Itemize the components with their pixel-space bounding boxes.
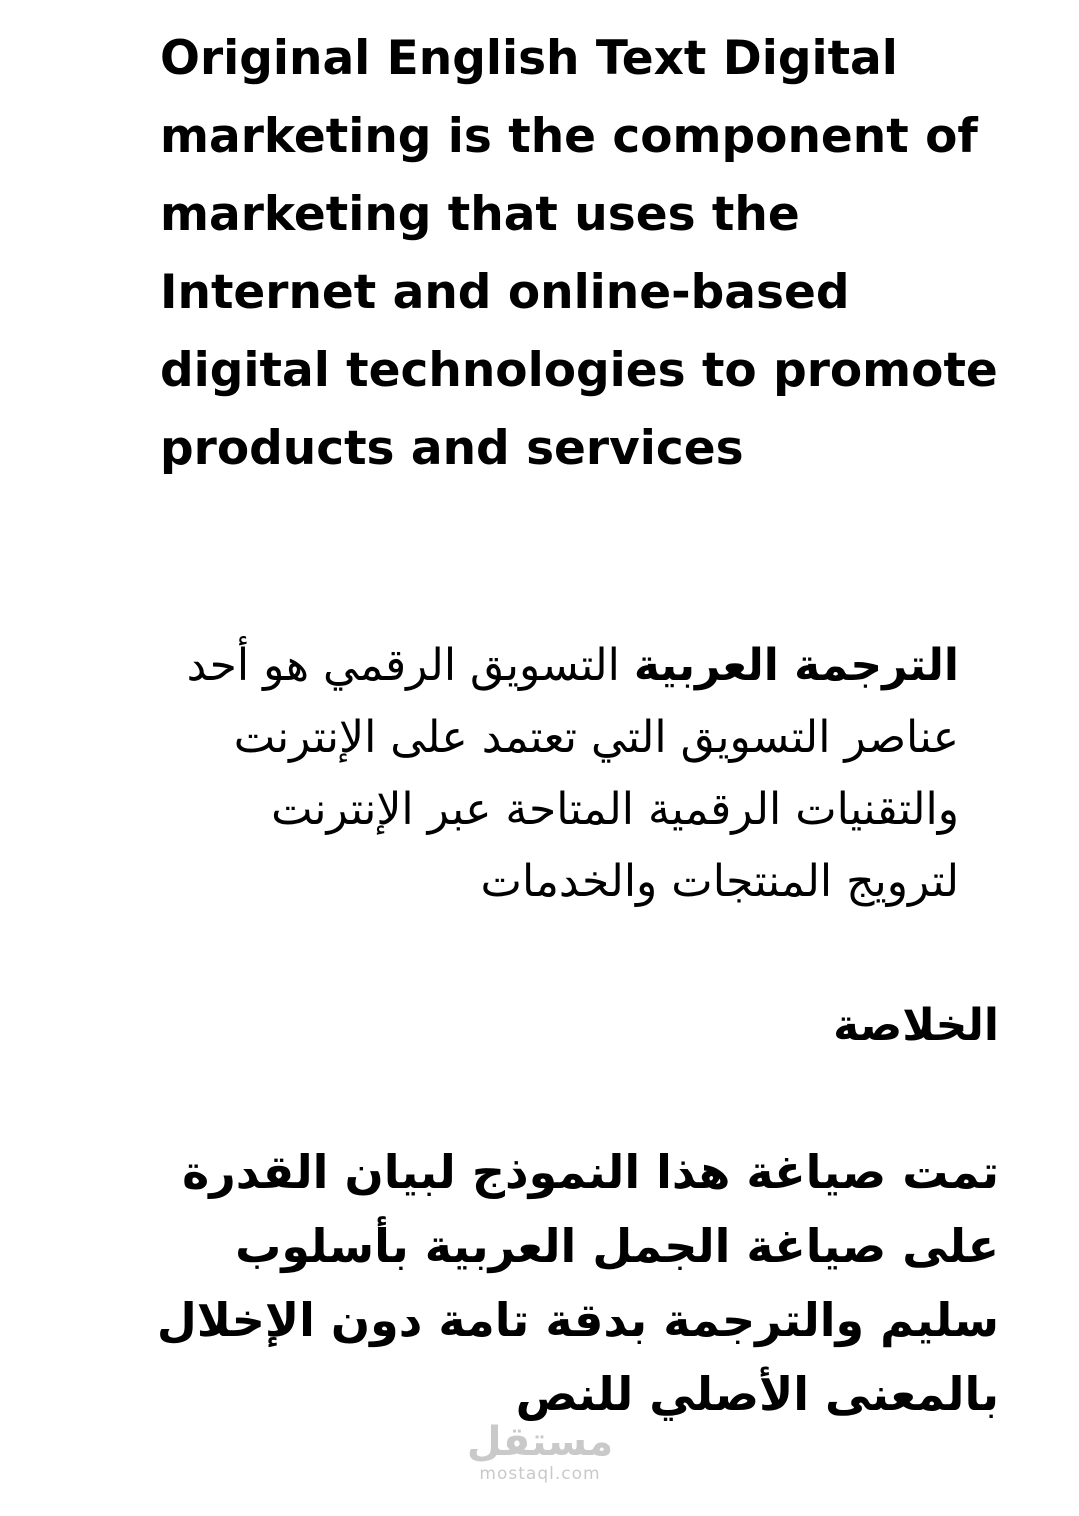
mostaql-watermark: [460, 1420, 620, 1484]
summary-text: تمت صياغة هذا النموذج لبيان القدرة على صياغة الجمل العربية بأسلوب سليم والترجمة بدقة تامة دون الإخلال بالمعنى الأصلي للنص: [156, 1145, 999, 1421]
watermark-logo: مستقل: [466, 1419, 614, 1465]
english-original-text: Original English Text Digital marketing is the component of marketing that uses the Internet and online-based digital technologies to promote products and services: [160, 31, 998, 476]
summary-heading: الخلاصة: [833, 1000, 999, 1051]
arabic-translation-paragraph: [159, 630, 959, 918]
arabic-translation-body: التسويق الرقمي هو أحد عناصر التسويق التي تعتمد على الإنترنت والتقنيات الرقمية المتاحة عبر الإنترنت لترويج المنتجات والخدمات: [186, 640, 959, 907]
watermark-domain: mostaql.com: [479, 1464, 601, 1484]
arabic-translation-label: الترجمة العربية: [633, 640, 959, 691]
